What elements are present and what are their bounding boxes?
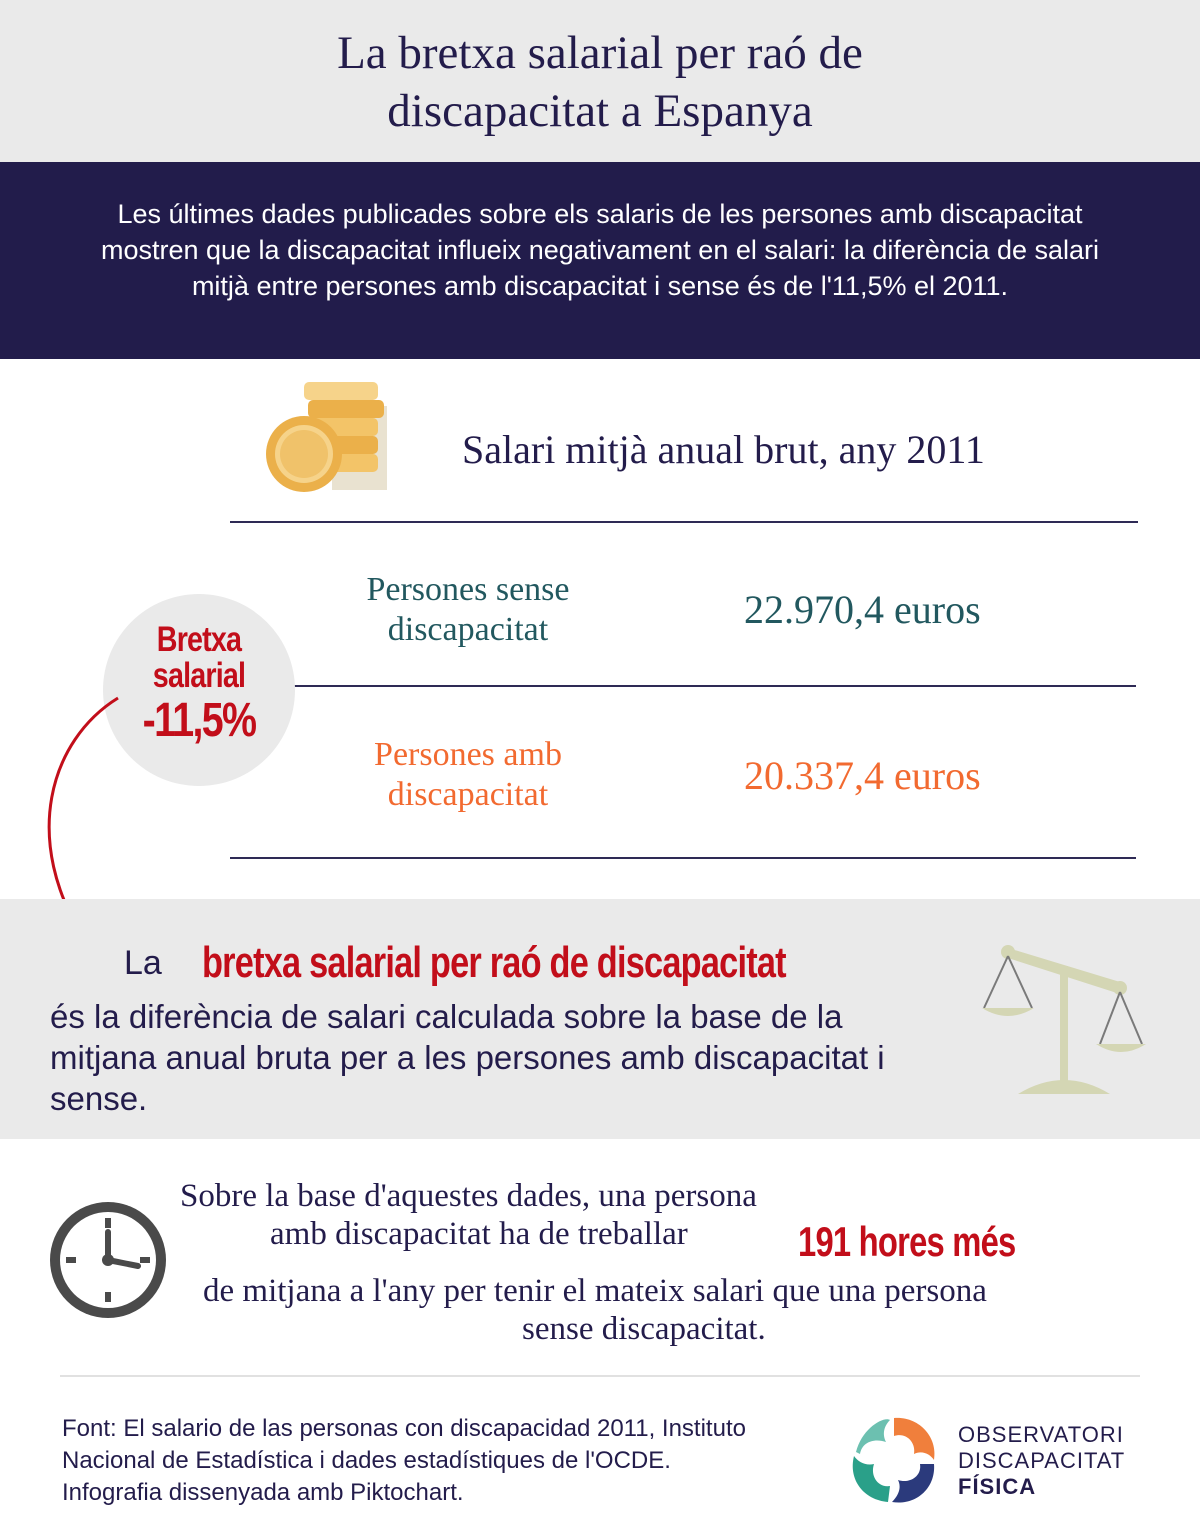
divider-middle bbox=[290, 685, 1136, 687]
hours-line-2: amb discapacitat ha de treballar bbox=[270, 1216, 688, 1252]
gap-value: -11,5% bbox=[142, 694, 256, 747]
header bbox=[0, 0, 1200, 162]
observatori-logo bbox=[848, 1414, 940, 1506]
label-without-disability: Persones sense discapacitat bbox=[366, 571, 570, 648]
salary-heading: Salari mitjà anual brut, any 2011 bbox=[462, 427, 985, 472]
logo-text: OBSERVATORI DISCAPACITAT FÍSICA bbox=[958, 1422, 1126, 1499]
definition-body: és la diferència de salari calculada sobre la base de la mitjana anual bruta per a les persones amb discapacitat i sense. bbox=[50, 998, 885, 1117]
title-line-2: discapacitat a Espanya bbox=[387, 85, 813, 137]
footer-divider bbox=[60, 1375, 1140, 1377]
definition-lead: La bbox=[124, 944, 162, 982]
source-note: Font: El salario de las personas con discapacidad 2011, Instituto Nacional de Estadística i dades estadístiques de l'OCDE. Infografia dissenyada amb Piktochart. bbox=[62, 1415, 746, 1506]
gap-line-1: Bretxa bbox=[156, 620, 242, 659]
hours-highlight: 191 hores més bbox=[798, 1218, 1016, 1265]
divider-top bbox=[230, 521, 1138, 523]
title-line-1: La bretxa salarial per raó de bbox=[337, 27, 863, 79]
value-without-disability: 22.970,4 euros bbox=[744, 587, 981, 632]
clock-icon bbox=[48, 1200, 168, 1320]
hours-line-3: de mitjana a l'any per tenir el mateix salari que una persona bbox=[203, 1273, 987, 1309]
value-with-disability: 20.337,4 euros bbox=[744, 753, 981, 798]
intro-text: Les últimes dades publicades sobre els salaris de les persones amb discapacitat mostren que la discapacitat influeix negativament en el salari: la diferència de salari mitjà entre persones amb discapacitat i sense és de l'11,5% el 2011. bbox=[100, 199, 1100, 301]
label-with-disability: Persones amb discapacitat bbox=[374, 736, 562, 813]
divider-bottom bbox=[230, 857, 1136, 859]
page-title bbox=[0, 24, 1200, 140]
intro-band bbox=[0, 162, 1200, 359]
hours-line-1: Sobre la base d'aquestes dades, una persona bbox=[180, 1178, 757, 1214]
definition-highlight: bretxa salarial per raó de discapacitat bbox=[202, 938, 786, 987]
coins-icon bbox=[262, 378, 392, 496]
gap-line-2: salarial bbox=[152, 656, 246, 695]
balance-scale-icon bbox=[978, 938, 1153, 1098]
hours-line-4: sense discapacitat. bbox=[522, 1311, 766, 1347]
